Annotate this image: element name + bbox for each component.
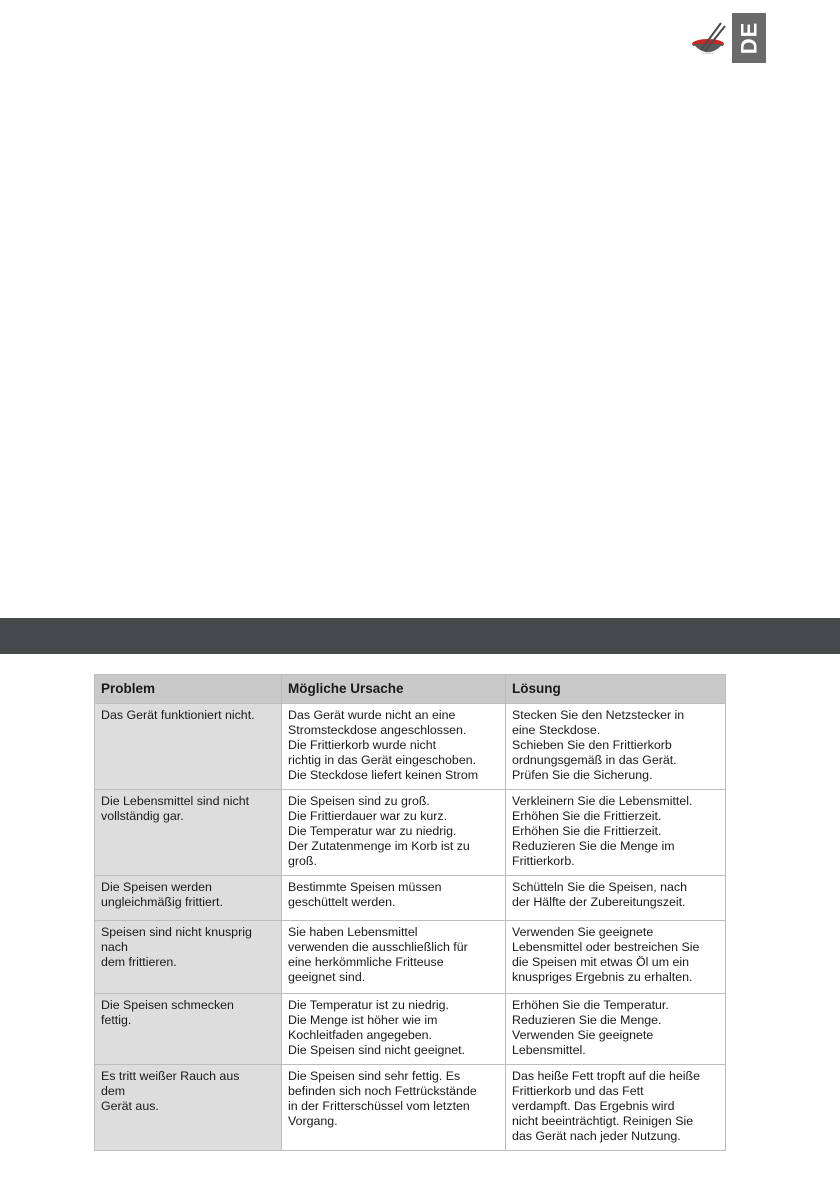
cause-cell	[282, 994, 506, 1065]
cell-text-line: Stromsteckdose angeschlossen.	[288, 723, 467, 737]
cell-text-line: Die Temperatur war zu niedrig.	[288, 824, 457, 838]
cell-text-line: Die Speisen werden	[101, 880, 212, 894]
table-row	[95, 994, 726, 1065]
solution-cell	[506, 704, 726, 790]
cell-text-line: Der Zutatenmenge im Korb ist zu	[288, 839, 470, 853]
cell-text-line: Reduzieren Sie die Menge.	[512, 1013, 662, 1027]
cell-text-line: die Speisen mit etwas Öl um ein	[512, 955, 689, 969]
cell-text-line: nach	[101, 940, 128, 954]
cell-text-line: knuspriges Ergebnis zu erhalten.	[512, 970, 693, 984]
cell-text-line: Es tritt weißer Rauch aus	[101, 1069, 240, 1083]
cell-text-line: Verwenden Sie geeignete	[512, 1028, 654, 1042]
solution-cell	[506, 1065, 726, 1151]
header-solution: Lösung	[506, 675, 726, 704]
cell-text-line: geschüttelt werden.	[288, 895, 396, 909]
table-row	[95, 921, 726, 994]
cell-text-line: Die Menge ist höher wie im	[288, 1013, 438, 1027]
problem-cell	[95, 1065, 282, 1151]
cell-text-line: Die Speisen sind nicht geeignet.	[288, 1043, 466, 1057]
solution-cell	[506, 921, 726, 994]
cell-text-line: Das Gerät funktioniert nicht.	[101, 708, 255, 722]
rice-bowl-chopsticks-icon	[687, 20, 729, 62]
section-header-bar	[0, 618, 840, 654]
cell-text-line: Stecken Sie den Netzstecker in	[512, 708, 685, 722]
cell-text-line: ungleichmäßig frittiert.	[101, 895, 223, 909]
cell-text-line: das Gerät nach jeder Nutzung.	[512, 1129, 681, 1143]
cell-text-line: Das heiße Fett tropft auf die heiße	[512, 1069, 701, 1083]
cell-text-line: groß.	[288, 854, 317, 868]
cell-text-line: Reduzieren Sie die Menge im	[512, 839, 675, 853]
table-row	[95, 876, 726, 921]
cell-text-line: Erhöhen Sie die Temperatur.	[512, 998, 669, 1012]
cell-text-line: Schütteln Sie die Speisen, nach	[512, 880, 687, 894]
cell-text-line: richtig in das Gerät eingeschoben.	[288, 753, 477, 767]
solution-cell	[506, 876, 726, 921]
cell-text-line: Erhöhen Sie die Frittierzeit.	[512, 809, 662, 823]
cell-text-line: Die Frittierkorb wurde nicht	[288, 738, 437, 752]
table-row	[95, 704, 726, 790]
cell-text-line: Die Speisen sind sehr fettig. Es	[288, 1069, 461, 1083]
cell-text-line: Speisen sind nicht knusprig	[101, 925, 252, 939]
cause-cell	[282, 704, 506, 790]
cell-text-line: Die Steckdose liefert keinen Strom	[288, 768, 479, 782]
cause-cell	[282, 921, 506, 994]
cell-text-line: Das Gerät wurde nicht an eine	[288, 708, 456, 722]
table-row	[95, 790, 726, 876]
cell-text-line: Die Speisen sind zu groß.	[288, 794, 430, 808]
cell-text-line: ordnungsgemäß in das Gerät.	[512, 753, 677, 767]
cell-text-line: verwenden die ausschließlich für	[288, 940, 468, 954]
cell-text-line: nicht beeinträchtigt. Reinigen Sie	[512, 1114, 694, 1128]
cell-text-line: Sie haben Lebensmittel	[288, 925, 418, 939]
cell-text-line: Frittierkorb und das Fett	[512, 1084, 644, 1098]
problem-cell	[95, 994, 282, 1065]
cell-text-line: Prüfen Sie die Sicherung.	[512, 768, 653, 782]
cell-text-line: verdampft. Das Ergebnis wird	[512, 1099, 675, 1113]
cause-cell	[282, 876, 506, 921]
troubleshooting-table	[94, 674, 726, 1151]
cell-text-line: dem	[101, 1084, 126, 1098]
cell-text-line: Die Frittierdauer war zu kurz.	[288, 809, 448, 823]
cell-text-line: Lebensmittel oder bestreichen Sie	[512, 940, 700, 954]
cell-text-line: der Hälfte der Zubereitungszeit.	[512, 895, 686, 909]
language-tab	[732, 13, 766, 63]
cell-text-line: Verwenden Sie geeignete	[512, 925, 654, 939]
cell-text-line: eine Steckdose.	[512, 723, 601, 737]
cell-text-line: befinden sich noch Fettrückstände	[288, 1084, 477, 1098]
cell-text-line: Lebensmittel.	[512, 1043, 586, 1057]
problem-cell	[95, 704, 282, 790]
cell-text-line: in der Fritterschüssel vom letzten	[288, 1099, 470, 1113]
cell-text-line: fettig.	[101, 1013, 132, 1027]
cell-text-line: Verkleinern Sie die Lebensmittel.	[512, 794, 693, 808]
cell-text-line: Die Lebensmittel sind nicht	[101, 794, 250, 808]
cell-text-line: Die Speisen schmecken	[101, 998, 234, 1012]
cell-text-line: Bestimmte Speisen müssen	[288, 880, 442, 894]
cell-text-line: Vorgang.	[288, 1114, 338, 1128]
cell-text-line: eine herkömmliche Fritteuse	[288, 955, 444, 969]
solution-cell	[506, 790, 726, 876]
cell-text-line: geeignet sind.	[288, 970, 366, 984]
cause-cell	[282, 790, 506, 876]
cell-text-line: Die Temperatur ist zu niedrig.	[288, 998, 449, 1012]
cell-text-line: Schieben Sie den Frittierkorb	[512, 738, 672, 752]
cell-text-line: dem frittieren.	[101, 955, 177, 969]
problem-cell	[95, 921, 282, 994]
table-header-row	[95, 675, 726, 704]
header-cause: Mögliche Ursache	[282, 675, 506, 704]
solution-cell	[506, 994, 726, 1065]
problem-cell	[95, 790, 282, 876]
cell-text-line: vollständig gar.	[101, 809, 184, 823]
header-problem: Problem	[95, 675, 282, 704]
cell-text-line: Erhöhen Sie die Frittierzeit.	[512, 824, 662, 838]
cell-text-line: Frittierkorb.	[512, 854, 575, 868]
language-label: DE	[736, 21, 761, 55]
cause-cell	[282, 1065, 506, 1151]
cell-text-line: Gerät aus.	[101, 1099, 159, 1113]
cell-text-line: Kochleitfaden angegeben.	[288, 1028, 432, 1042]
problem-cell	[95, 876, 282, 921]
table-row	[95, 1065, 726, 1151]
